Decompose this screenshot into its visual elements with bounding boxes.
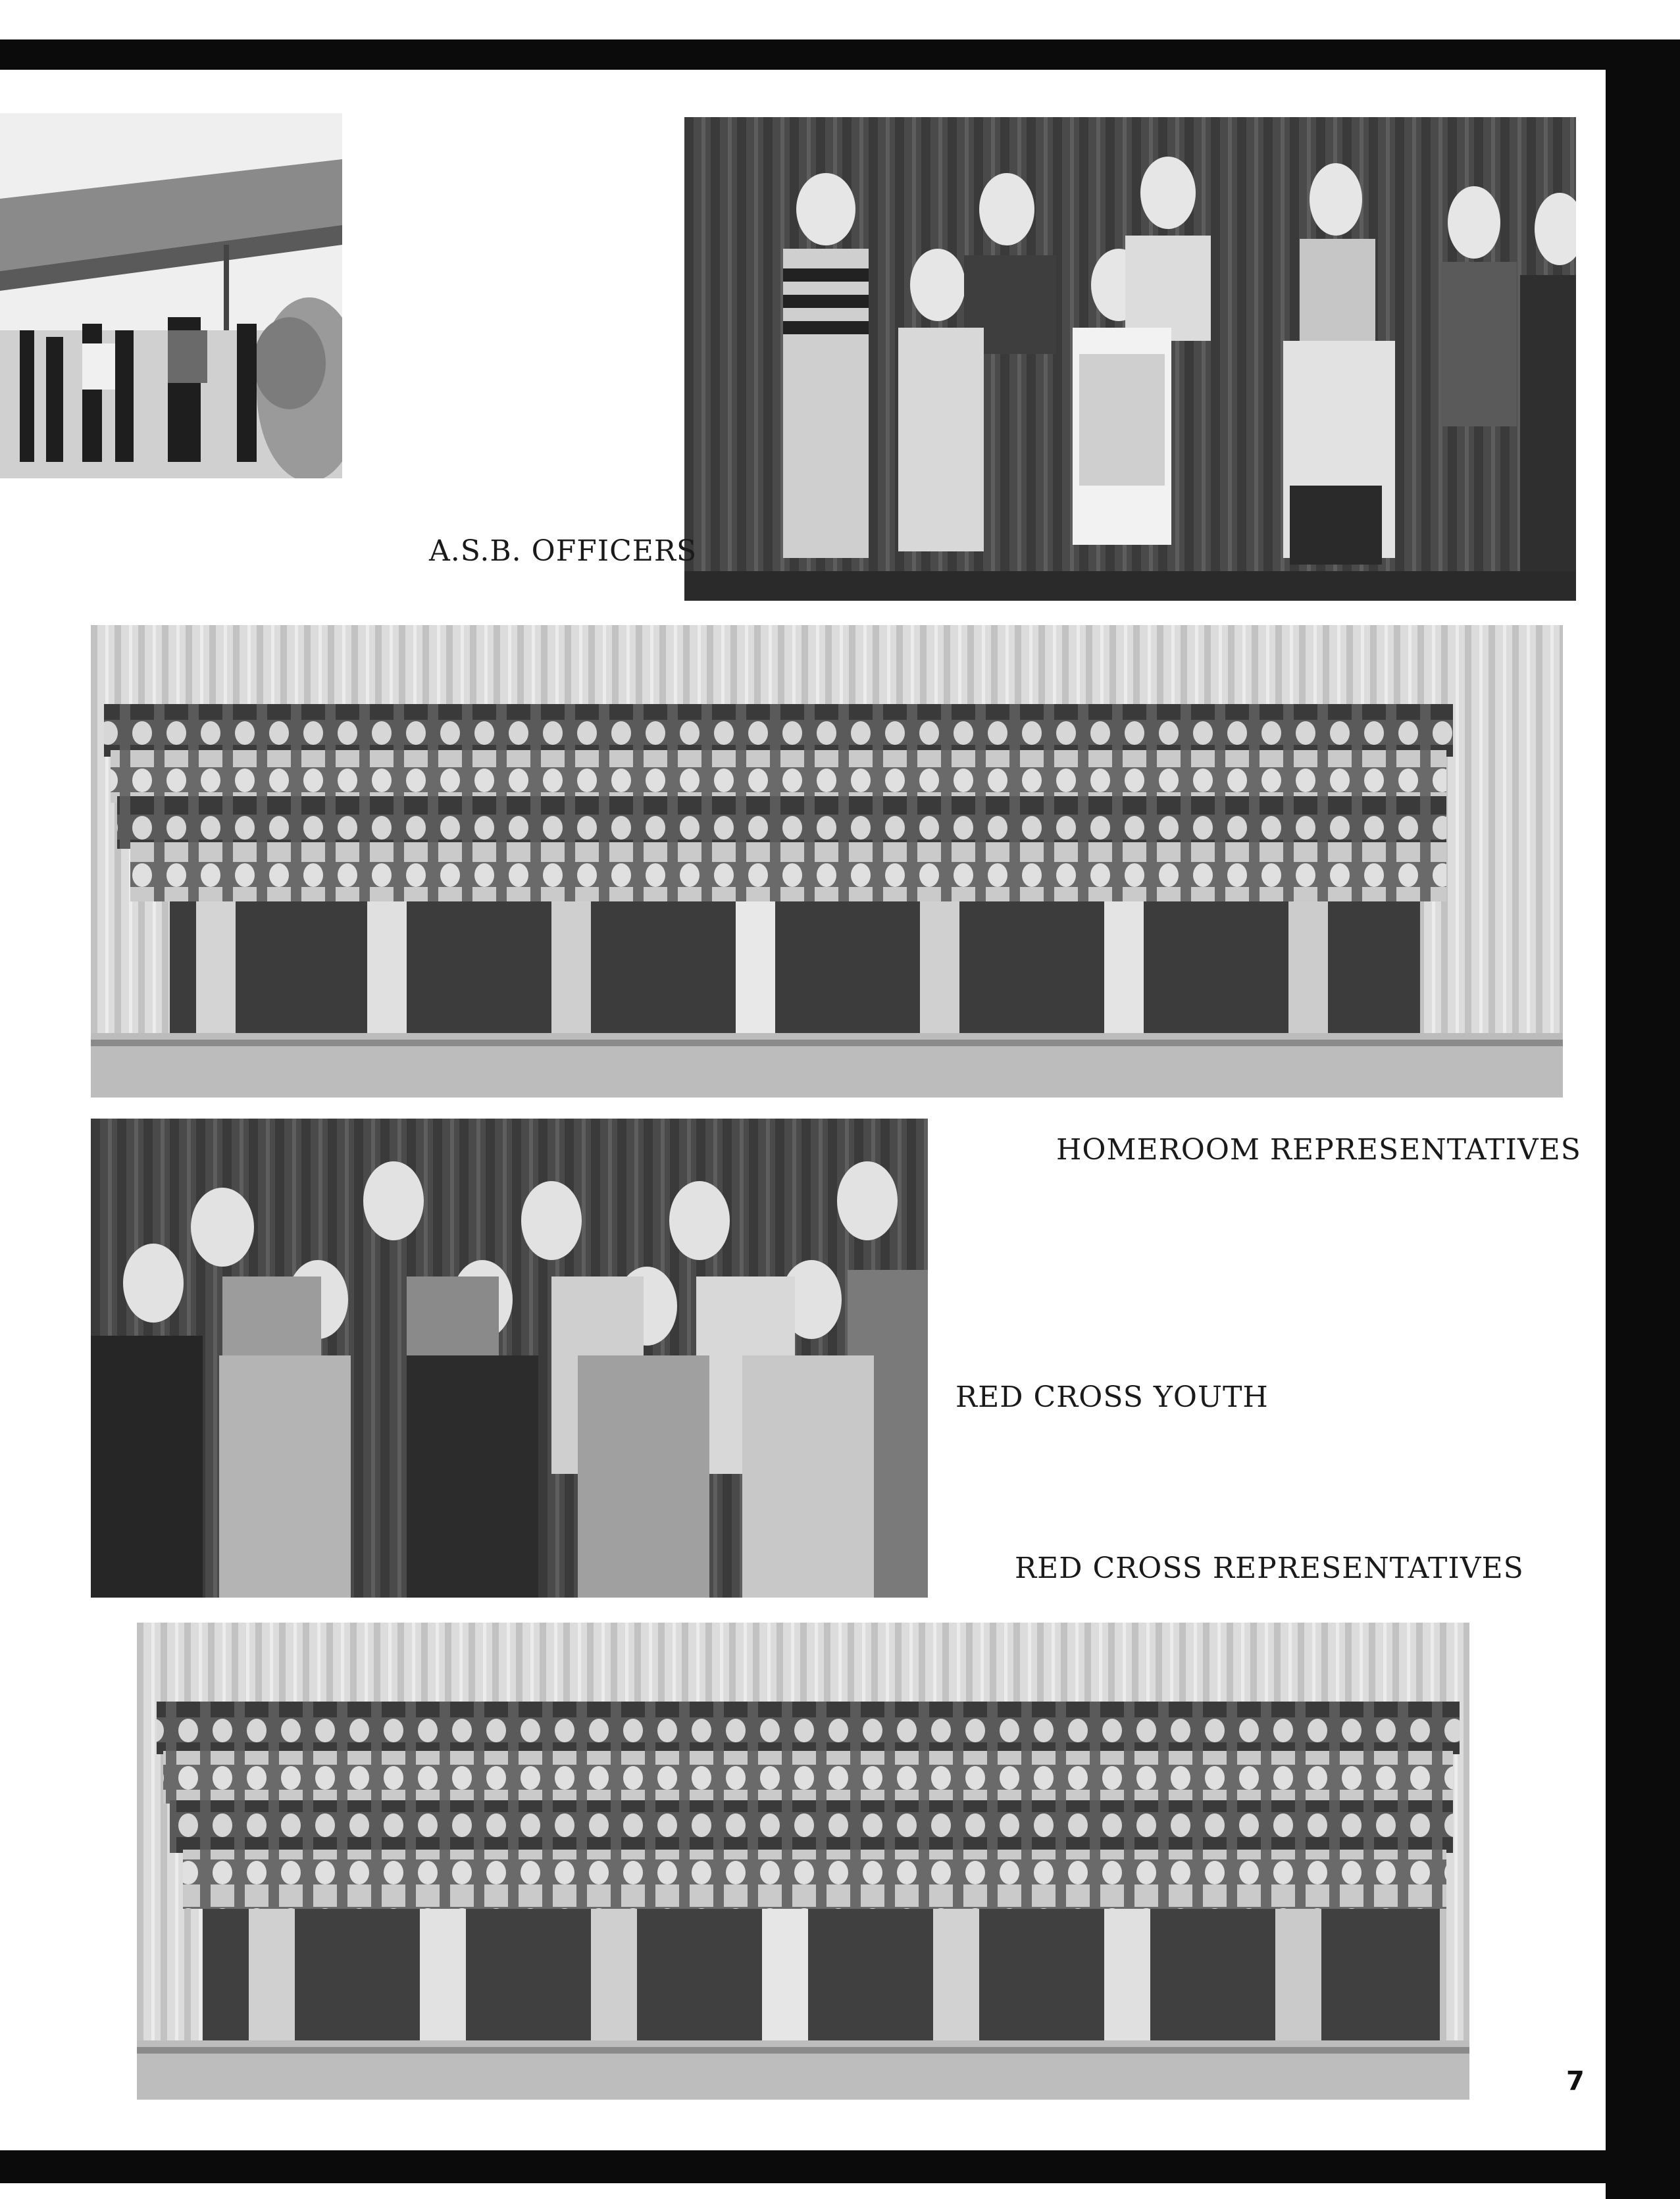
page-border-top xyxy=(0,39,1680,70)
red-cross-youth-photo xyxy=(91,1119,928,1598)
page-border-bottom xyxy=(0,2150,1680,2183)
caption-red-cross-youth: RED CROSS YOUTH xyxy=(955,1380,1269,1414)
candid-campus-photo xyxy=(0,113,342,478)
page-border-right xyxy=(1606,39,1680,2199)
asb-officers-photo xyxy=(684,117,1576,601)
caption-asb-officers: A.S.B. OFFICERS xyxy=(429,534,698,568)
red-cross-representatives-photo xyxy=(137,1623,1469,2100)
page-number: 7 xyxy=(1566,2066,1585,2096)
caption-homeroom-representatives: HOMEROOM REPRESENTATIVES xyxy=(1056,1133,1581,1167)
homeroom-representatives-photo xyxy=(91,625,1563,1098)
caption-red-cross-representatives: RED CROSS REPRESENTATIVES xyxy=(1015,1552,1524,1585)
